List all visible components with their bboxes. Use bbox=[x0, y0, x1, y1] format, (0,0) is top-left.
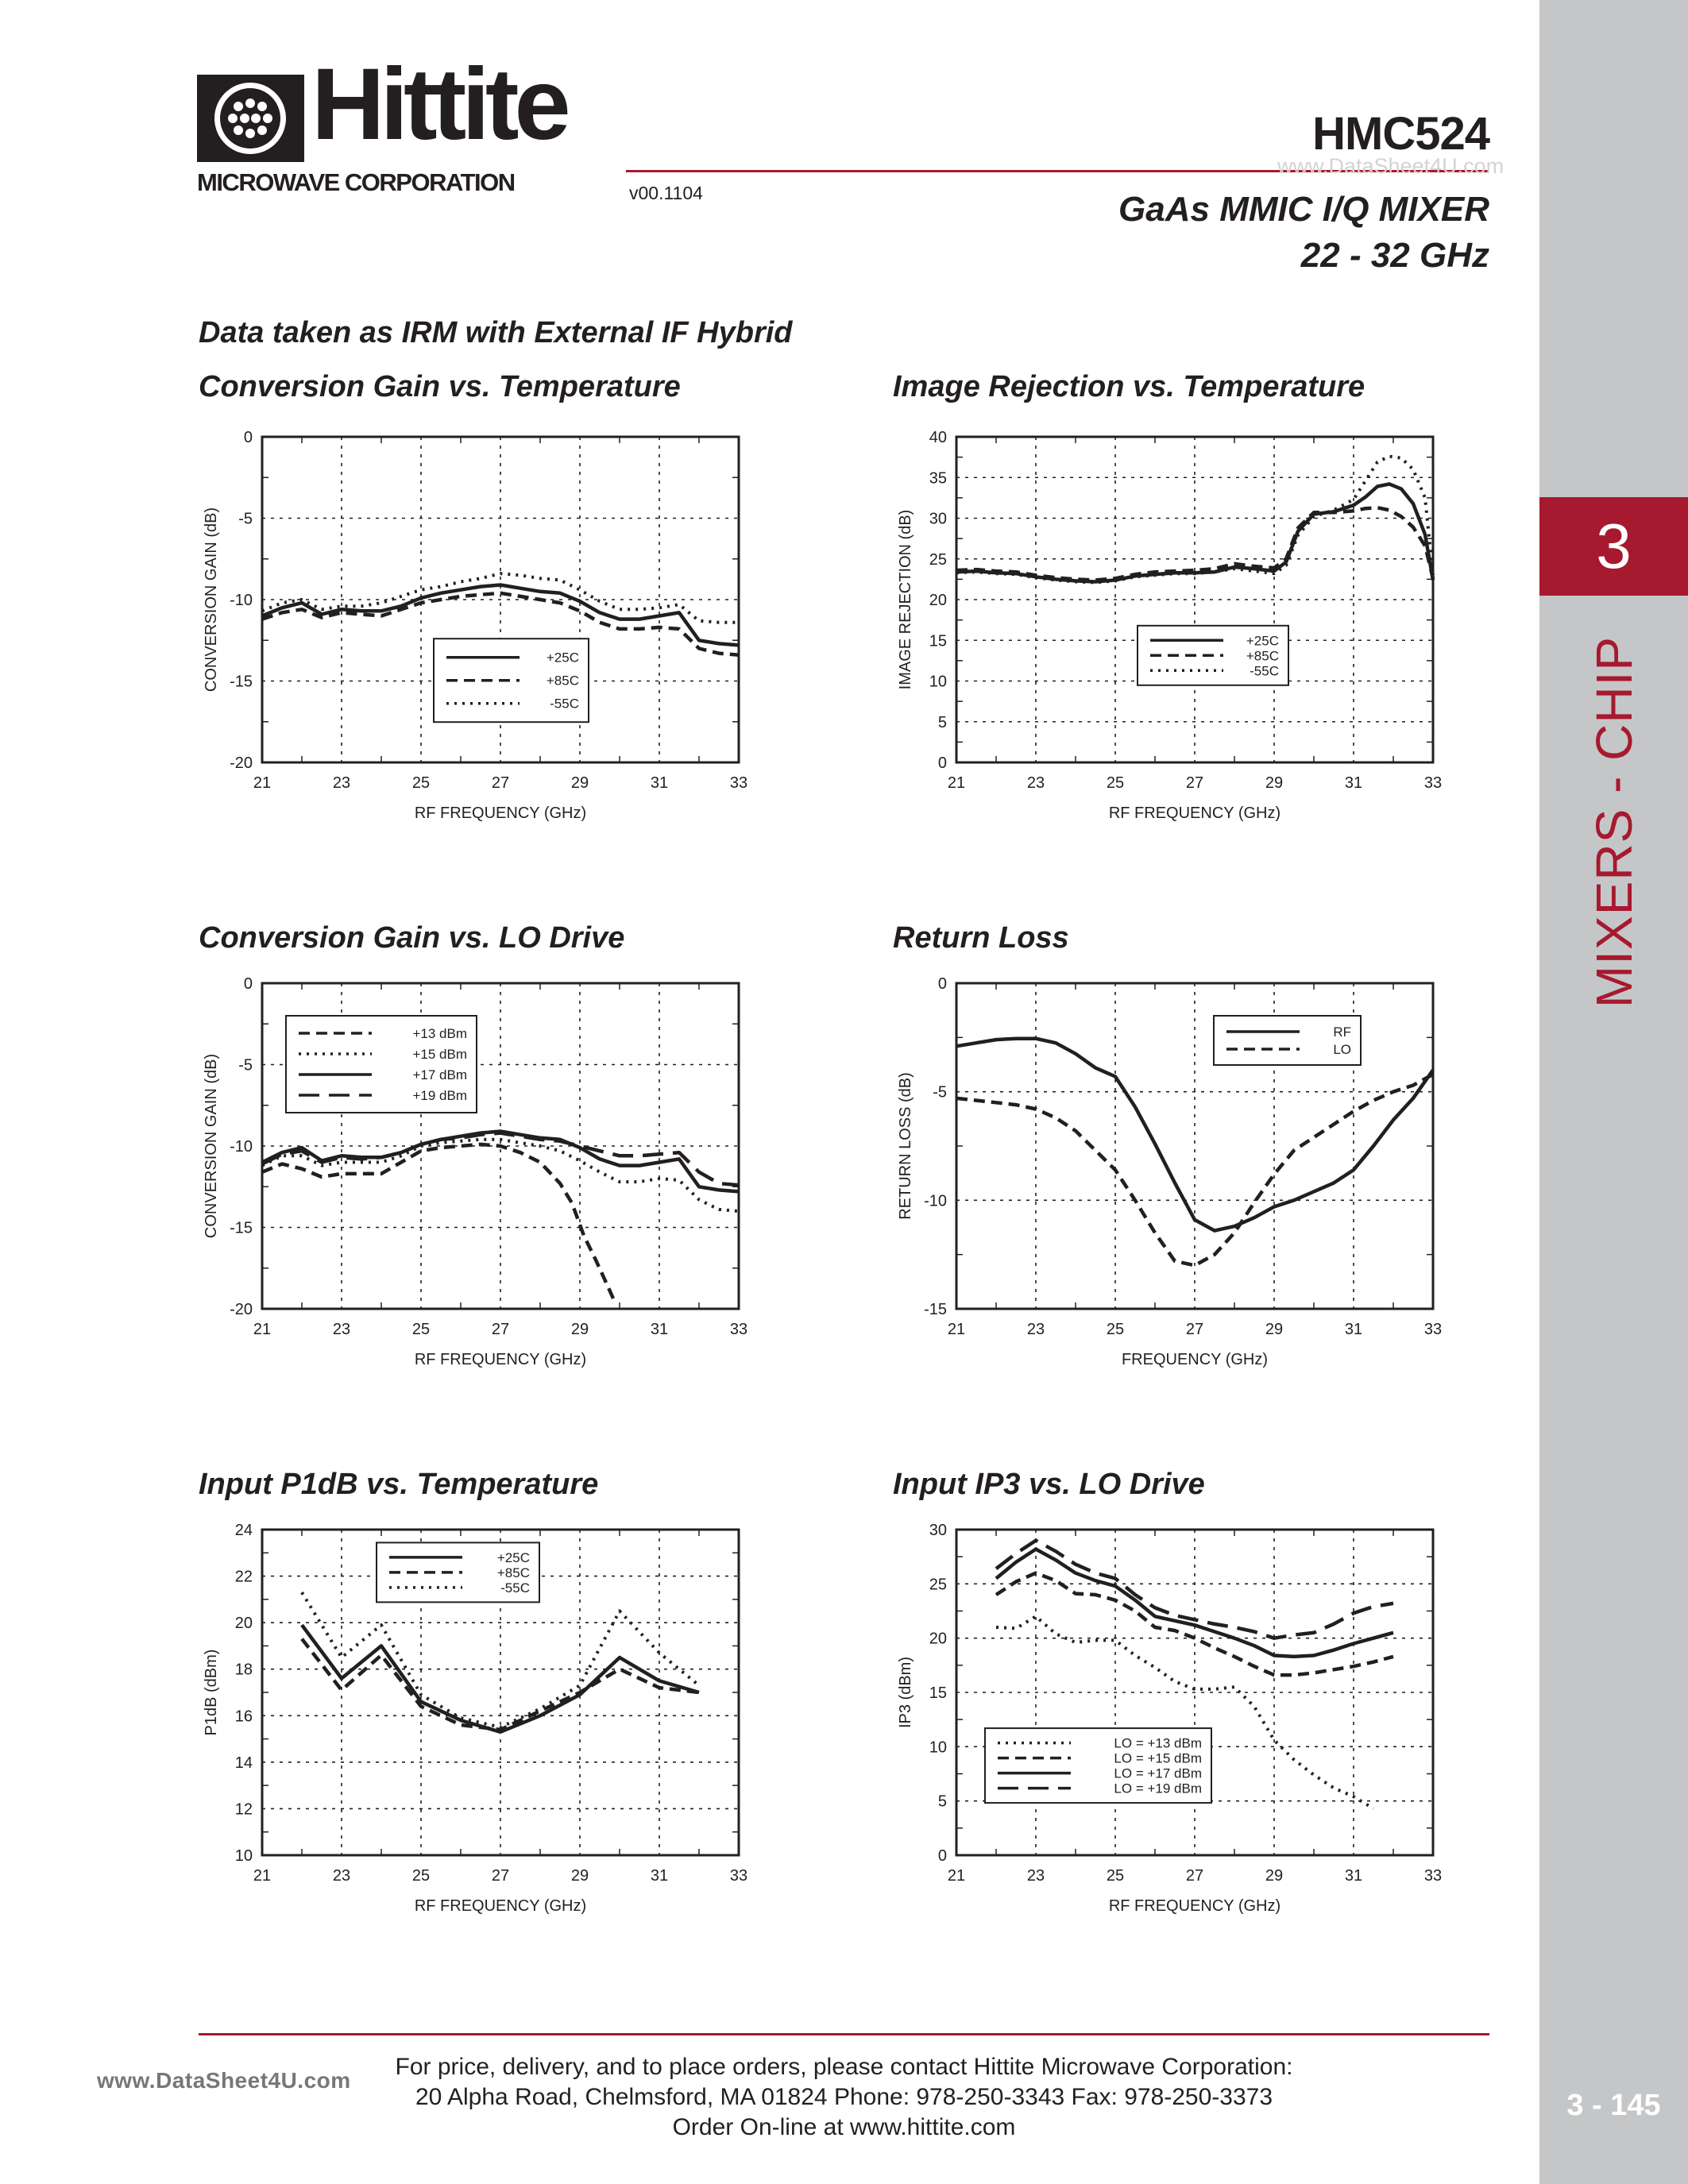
x-tick-label: 21 bbox=[947, 1321, 966, 1338]
x-tick-label: 33 bbox=[1423, 1321, 1443, 1338]
x-tick-label: 23 bbox=[332, 1321, 351, 1338]
y-tick-label: -5 bbox=[238, 510, 253, 528]
x-tick-label: 29 bbox=[1265, 1867, 1284, 1885]
x-tick-label: 23 bbox=[1026, 1867, 1045, 1885]
x-tick-label: 29 bbox=[570, 1867, 589, 1885]
y-tick-label: 0 bbox=[243, 429, 253, 446]
y-tick-label: -10 bbox=[230, 1138, 253, 1156]
x-tick-label: 33 bbox=[729, 1867, 748, 1885]
legend-label: LO = +17 dBm bbox=[1114, 1765, 1202, 1781]
product-title: GaAs MMIC I/Q MIXER bbox=[1118, 190, 1489, 229]
y-tick-label: -15 bbox=[230, 1219, 253, 1237]
x-tick-label: 25 bbox=[411, 1321, 431, 1338]
x-tick-label: 21 bbox=[947, 1867, 966, 1885]
chart-input-p1db-vs-temperature bbox=[199, 1514, 771, 1927]
x-tick-label: 23 bbox=[332, 774, 351, 792]
y-tick-label: 0 bbox=[937, 1847, 947, 1865]
legend-label: +25C bbox=[496, 1549, 530, 1565]
y-tick-label: -20 bbox=[230, 754, 253, 772]
chart-title-cg-temp: Conversion Gain vs. Temperature bbox=[199, 370, 681, 403]
y-tick-label: -10 bbox=[924, 1192, 947, 1210]
legend-label: +17 dBm bbox=[412, 1067, 467, 1082]
legend bbox=[1214, 1016, 1361, 1065]
y-tick-label: -15 bbox=[230, 673, 253, 691]
y-tick-label: 10 bbox=[929, 1738, 947, 1757]
section-name-label: MIXERS - CHIP bbox=[1585, 635, 1643, 1009]
x-axis-label: RF FREQUENCY (GHz) bbox=[1108, 1897, 1281, 1915]
chart-return-loss bbox=[893, 967, 1465, 1380]
chart-title-p1db: Input P1dB vs. Temperature bbox=[199, 1468, 599, 1501]
y-tick-label: 20 bbox=[929, 592, 947, 609]
page-number: 3 - 145 bbox=[1566, 2089, 1661, 2122]
y-tick-label: 16 bbox=[234, 1707, 253, 1726]
y-tick-label: -10 bbox=[230, 592, 253, 609]
x-tick-label: 25 bbox=[1106, 774, 1125, 792]
chart-conversion-gain-vs-temperature bbox=[199, 421, 771, 834]
side-tab-bar bbox=[1539, 0, 1688, 2184]
y-tick-label: 25 bbox=[929, 550, 947, 569]
y-axis-label: IMAGE REJECTION (dB) bbox=[897, 509, 914, 690]
x-axis-label: RF FREQUENCY (GHz) bbox=[414, 805, 587, 822]
y-tick-label: 15 bbox=[929, 632, 947, 650]
x-tick-label: 27 bbox=[491, 1321, 510, 1338]
x-tick-label: 31 bbox=[650, 1321, 669, 1338]
legend bbox=[377, 1542, 539, 1602]
y-tick-label: -20 bbox=[230, 1301, 253, 1318]
x-tick-label: 27 bbox=[491, 774, 510, 792]
y-tick-label: 20 bbox=[929, 1630, 947, 1648]
footer-address-line: 20 Alpha Road, Chelmsford, MA 01824 Phone: 978-250-3343 Fax: 978-250-3373 bbox=[415, 2084, 1273, 2110]
chart-title-cg-lo: Conversion Gain vs. LO Drive bbox=[199, 921, 625, 955]
x-tick-label: 21 bbox=[253, 1321, 272, 1338]
y-tick-label: 0 bbox=[243, 975, 253, 993]
legend-label: +85C bbox=[1246, 648, 1279, 664]
y-tick-label: 14 bbox=[234, 1754, 253, 1772]
y-tick-label: 40 bbox=[929, 429, 947, 446]
y-tick-label: 0 bbox=[937, 975, 947, 993]
x-axis-label: RF FREQUENCY (GHz) bbox=[414, 1351, 587, 1368]
y-tick-label: 35 bbox=[929, 469, 947, 488]
y-tick-label: 12 bbox=[234, 1800, 253, 1819]
legend-label: +25C bbox=[1246, 633, 1279, 649]
x-tick-label: 33 bbox=[729, 774, 748, 792]
y-axis-label: RETURN LOSS (dB) bbox=[897, 1072, 914, 1220]
y-tick-label: 25 bbox=[929, 1576, 947, 1594]
y-axis-label: CONVERSION GAIN (dB) bbox=[203, 507, 220, 693]
legend bbox=[286, 1016, 477, 1113]
y-tick-label: 10 bbox=[929, 673, 947, 691]
y-tick-label: -5 bbox=[238, 1056, 253, 1075]
chart-title-ip3: Input IP3 vs. LO Drive bbox=[893, 1468, 1205, 1501]
logo-subtext: MICROWAVE CORPORATION bbox=[197, 168, 515, 196]
footer-rule bbox=[199, 2033, 1489, 2035]
x-tick-label: 25 bbox=[1106, 1321, 1125, 1338]
legend-label: +85C bbox=[546, 673, 579, 689]
y-tick-label: 30 bbox=[929, 510, 947, 528]
series-line-55c bbox=[956, 457, 1433, 583]
legend-label: +15 dBm bbox=[412, 1047, 467, 1062]
y-tick-label: 22 bbox=[234, 1568, 253, 1586]
legend-label: LO = +13 dBm bbox=[1114, 1735, 1202, 1751]
y-tick-label: -5 bbox=[933, 1083, 947, 1102]
frequency-range-title: 22 - 32 GHz bbox=[1300, 236, 1489, 275]
y-tick-label: 18 bbox=[234, 1661, 253, 1679]
x-tick-label: 25 bbox=[1106, 1867, 1125, 1885]
y-tick-label: 15 bbox=[929, 1684, 947, 1702]
x-tick-label: 25 bbox=[411, 774, 431, 792]
y-tick-label: 30 bbox=[929, 1522, 947, 1539]
x-tick-label: 33 bbox=[729, 1321, 748, 1338]
y-tick-label: 0 bbox=[937, 754, 947, 772]
legend-label: -55C bbox=[550, 696, 579, 712]
logo-wordmark: Hittite bbox=[311, 48, 566, 161]
x-tick-label: 31 bbox=[1344, 1321, 1363, 1338]
x-tick-label: 27 bbox=[1185, 1867, 1204, 1885]
x-tick-label: 33 bbox=[1423, 1867, 1443, 1885]
chart-conversion-gain-vs-lo-drive bbox=[199, 967, 771, 1380]
series-line-13-dbm bbox=[262, 1144, 616, 1304]
x-tick-label: 31 bbox=[650, 774, 669, 792]
x-tick-label: 21 bbox=[253, 1867, 272, 1885]
y-axis-label: CONVERSION GAIN (dB) bbox=[203, 1053, 220, 1239]
y-axis-label: P1dB (dBm) bbox=[203, 1649, 220, 1736]
footer-order-link[interactable]: Order On-line at www.hittite.com bbox=[672, 2114, 1016, 2140]
y-tick-label: 24 bbox=[234, 1522, 253, 1539]
legend-label: +13 dBm bbox=[412, 1026, 467, 1041]
x-tick-label: 21 bbox=[253, 774, 272, 792]
data-note-heading: Data taken as IRM with External IF Hybrid bbox=[199, 316, 793, 349]
chart-title-ir-temp: Image Rejection vs. Temperature bbox=[893, 370, 1365, 403]
legend-label: +85C bbox=[496, 1565, 530, 1580]
y-tick-label: -15 bbox=[924, 1301, 947, 1318]
legend bbox=[985, 1728, 1211, 1803]
y-tick-label: 5 bbox=[937, 1792, 947, 1811]
chart-image-rejection-vs-temperature bbox=[893, 421, 1465, 834]
legend-label: LO = +15 dBm bbox=[1114, 1750, 1202, 1766]
y-tick-label: 20 bbox=[234, 1615, 253, 1633]
x-tick-label: 31 bbox=[650, 1867, 669, 1885]
grid bbox=[956, 437, 1433, 762]
y-tick-label: 10 bbox=[234, 1847, 253, 1865]
part-number: HMC524 bbox=[1312, 108, 1489, 160]
legend-box bbox=[1214, 1016, 1361, 1065]
x-tick-label: 21 bbox=[947, 774, 966, 792]
x-tick-label: 27 bbox=[1185, 774, 1204, 792]
x-tick-label: 23 bbox=[332, 1867, 351, 1885]
x-axis-label: RF FREQUENCY (GHz) bbox=[1108, 805, 1281, 822]
x-axis-label: FREQUENCY (GHz) bbox=[1121, 1351, 1269, 1368]
x-tick-label: 23 bbox=[1026, 1321, 1045, 1338]
x-tick-label: 29 bbox=[570, 1321, 589, 1338]
x-tick-label: 23 bbox=[1026, 774, 1045, 792]
legend-label: +25C bbox=[546, 650, 579, 666]
x-tick-label: 29 bbox=[570, 774, 589, 792]
legend-label: RF bbox=[1333, 1024, 1351, 1040]
legend-label: -55C bbox=[500, 1580, 530, 1596]
chart-input-ip3-vs-lo-drive bbox=[893, 1514, 1465, 1927]
y-tick-label: 5 bbox=[937, 713, 947, 731]
legend-label: LO = +19 dBm bbox=[1114, 1781, 1202, 1796]
x-tick-label: 25 bbox=[411, 1867, 431, 1885]
footer-contact-line: For price, delivery, and to place orders, please contact Hittite Microwave Corporation: bbox=[395, 2054, 1293, 2080]
watermark-bottom: www.DataSheet4U.com bbox=[97, 2068, 351, 2093]
watermark-top: www.DataSheet4U.com bbox=[1277, 154, 1505, 178]
section-name-tab bbox=[1539, 635, 1688, 1009]
legend-label: -55C bbox=[1250, 663, 1279, 679]
x-tick-label: 29 bbox=[1265, 1321, 1284, 1338]
legend-label: +19 dBm bbox=[412, 1088, 467, 1103]
legend-label: LO bbox=[1333, 1042, 1351, 1057]
x-tick-label: 31 bbox=[1344, 774, 1363, 792]
x-tick-label: 27 bbox=[1185, 1321, 1204, 1338]
x-axis-label: RF FREQUENCY (GHz) bbox=[414, 1897, 587, 1915]
section-number-tab: 3 bbox=[1539, 497, 1688, 596]
legend bbox=[434, 639, 589, 722]
x-tick-label: 27 bbox=[491, 1867, 510, 1885]
x-tick-label: 31 bbox=[1344, 1867, 1363, 1885]
chart-title-return-loss: Return Loss bbox=[893, 921, 1069, 955]
legend bbox=[1138, 626, 1288, 685]
x-tick-label: 29 bbox=[1265, 774, 1284, 792]
y-axis-label: IP3 (dBm) bbox=[897, 1656, 914, 1729]
x-tick-label: 33 bbox=[1423, 774, 1443, 792]
version-label: v00.1104 bbox=[629, 183, 703, 203]
